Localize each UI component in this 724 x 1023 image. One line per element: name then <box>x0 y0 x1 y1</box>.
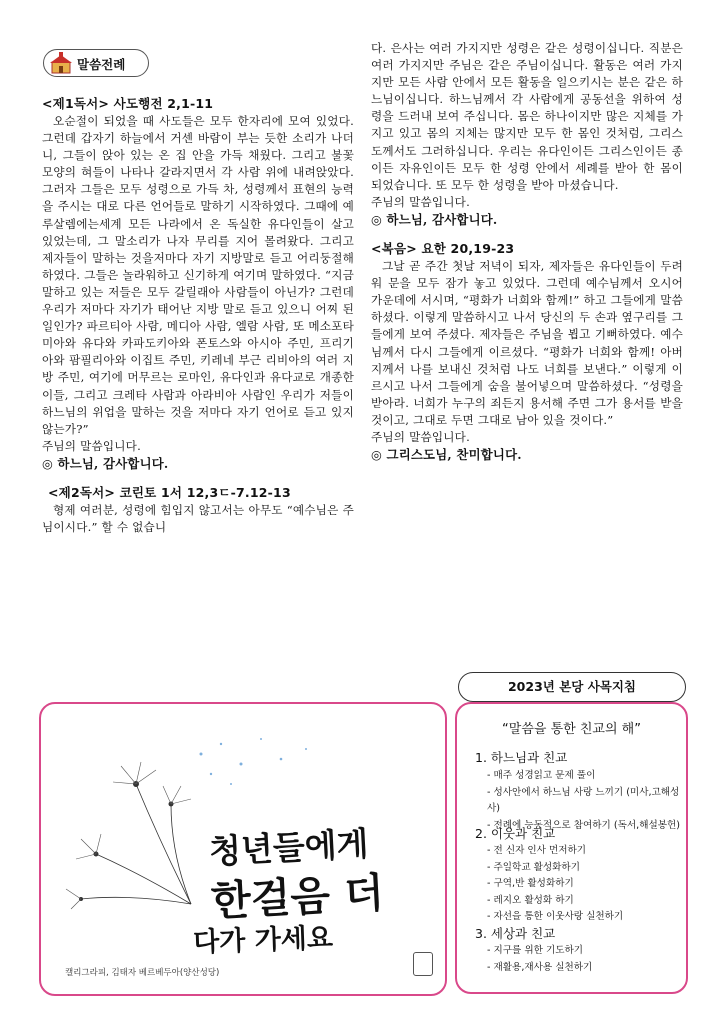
section-heading <box>43 49 149 77</box>
slogan-line3: 다가 가세요 <box>192 922 334 959</box>
list-item: - 구역,반 활성화하기 <box>487 878 574 889</box>
list-item: - 매주 성경읽고 문제 풀이 <box>487 770 596 781</box>
list-item: - 레지오 활성화 하기 <box>487 894 574 906</box>
reading2-text-start: 형제 여러분, 성령에 힘입지 않고서는 아무도 “예수님은 주님이시다.” 할 수 없습니 <box>42 502 354 535</box>
church-icon <box>48 52 74 74</box>
list-item: - 재활용,재사용 실천하기 <box>487 961 593 973</box>
reading2-title: <제2독서> 코린토 1서 12,3ㄷ-7.12-13 <box>48 484 291 500</box>
gospel-title: <복음> 요한 20,19-23 <box>371 241 515 257</box>
gospel-response: ◎ 그리스도님, 찬미합니다. <box>371 447 522 463</box>
list-item: - 자선을 통한 이웃사랑 실천하기 <box>487 911 624 922</box>
policy-title: 2023년 본당 사목지침 <box>458 672 686 702</box>
policy-section-heading: 1. 하느님과 친교 <box>475 750 568 765</box>
policy-box <box>455 702 688 994</box>
slogan-line1: 청년들에게 <box>208 823 370 872</box>
list-item: - 지구를 위한 기도하기 <box>487 945 584 956</box>
reading2-response: ◎ 하느님, 감사합니다. <box>371 211 498 227</box>
reading1-response: ◎ 하느님, 감사합니다. <box>42 455 169 471</box>
list-item: - 주일학교 활성화하기 <box>487 861 580 873</box>
gospel-closing: 주님의 말씀입니다. <box>371 429 470 444</box>
reading2-closing: 주님의 말씀입니다. <box>371 194 470 209</box>
policy-section-list <box>487 943 592 976</box>
gospel-text: 그날 곧 주간 첫날 저녁이 되자, 제자들은 유다인들이 두려워 문을 모두 잠가 놓고 있었다. 그런데 예수님께서 오시어 가운데에 서시며, “평화가 너희와 함께!” 하고 그들에게 말씀하셨다. 이렇게 말씀하시고 나서 당신의 두 손과 옆구리를 그들에게 보여 주셨다. 제자들은 주님을 뵙고 기뻐하였다. 예수님께서 다시 그들에게 이르셨다. “평화가 너희와 함께! 아버지께서 나를 보내신 것처럼 나도 너희를 보낸다.” 이렇게 이르시고 나서 그들에게 숨을 불어넣으며 말씀하셨다. “성령을 받아라. 너희가 누구의 죄든지 용서해 주면 그가 용서를 받을 것이고, 그대로 두면 그대로 남아 있을 것이다.” <box>371 259 683 427</box>
reading1-title: <제1독서> 사도행전 2,1-11 <box>42 96 214 111</box>
reading1-closing: 주님의 말씀입니다. <box>42 438 141 453</box>
poster-credit: 캘리그라피, 김태자 베르베두아(양산성당) <box>65 968 220 978</box>
reading1-text: 오순절이 되었을 때 사도들은 모두 한자리에 모여 있었다. 그런데 갑자기 하늘에서 거센 바람이 부는 듯한 소리가 나더니, 그들이 앉아 있는 온 집 안을 가득 채웠다. 그리고 불꽃 모양의 혀들이 나타나 갈라지면서 각 사람 위에 내려앉았다. 그러자 그들은 모두 성령으로 가득 차, 성령께서 표현의 능력을 주시는 대로 다른 언어들로 말하기 시작하였다. 그때에 예루살렘에는세계 모든 나라에서 온 독실한 유다인들이 살고 있었는데, 그 말소리가 나자 무리를 지어 몰려왔다. 그리고 제자들이 말하는 것을저마다 자기 지방말로 듣고 어리둥절해하였다. 그들은 놀라워하고 신기하게 여기며 말하였다. “지금 말하고 있는 저들은 모두 갈릴래아 사람들이 아닌가? 그런데 우리가 저마다 자기가 태어난 지방 말로 듣고 있으니 어찌 된 일인가? 파르티아 사람, 메디아 사람, 엘람 사람, 또 메소포타미아와 유다와 카파도키아와 폰토스와 아시아 주민, 프리기아와 팜필리아와 이집트 주민, 키레네 부근 리비아의 여러 지방 주민, 여기에 머무르는 로마인, 유다인과 유다교로 개종한 이들, 그리고 크레타 사람과 아라비아 사람인 우리가 저들이 하느님의 위업을 말하는 것을 저마다 자기 언어로 듣고 있지 않는가?” <box>42 114 354 436</box>
heading-label: 말씀전례 <box>77 57 126 72</box>
list-item: - 성사안에서 하느님 사랑 느끼기 (미사,고해성사) <box>487 786 680 814</box>
right-column <box>371 40 683 463</box>
policy-section-list <box>487 843 623 926</box>
reading2-text-cont: 다. 은사는 여러 가지지만 성령은 같은 성령이십니다. 직분은 여러 가지지만 주님은 같은 주님이십니다. 활동은 여러 가지지만 모든 사람 안에서 모든 활동을 일으키시는 분은 같은 하느님이십니다. 하느님께서 각 사람에게 공동선을 위하여 성령을 드러내 보여 주십니다. 몸은 하나이지만 많은 지체를 가지고 있고 몸의 지체는 많지만 모두 한 몸인 것처럼, 그리스도께서도 그러하십니다. 우리는 유다인이든 그리스인이든 종이든 자유인이든 모두 한 성령 안에서 세례를 받아 한 몸이 되었습니다. 또 모두 한 성령을 받아 마셨습니다. <box>371 41 683 192</box>
list-item: - 전 신자 인사 먼저하기 <box>487 845 587 856</box>
seal-stamp <box>413 952 433 976</box>
policy-theme: “말씀을 통한 친교의 해” <box>502 722 641 737</box>
policy-section-heading: 3. 세상과 친교 <box>475 926 556 941</box>
left-column <box>42 95 354 536</box>
poster <box>39 702 447 996</box>
policy-section-heading: 2. 이웃과 친교 <box>475 826 556 841</box>
list-item: - 전례에 능동적으로 참여하기 (독서,해설봉헌) <box>487 819 681 831</box>
slogan-line2: 한걸음 더 <box>210 868 386 926</box>
